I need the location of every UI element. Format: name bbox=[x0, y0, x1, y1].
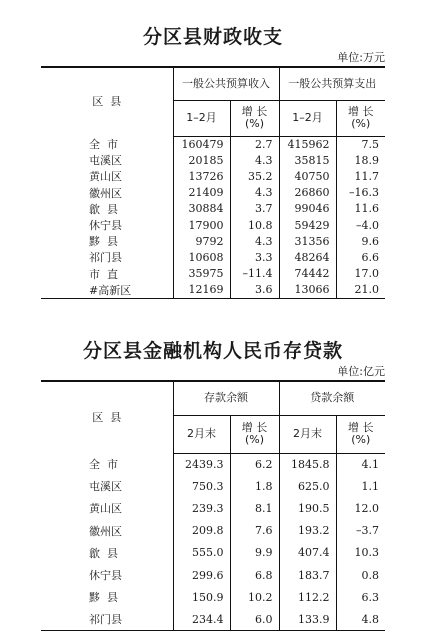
second-growth-cell: 6.3 bbox=[361, 590, 379, 604]
second-growth-cell: –3.7 bbox=[356, 524, 379, 538]
period-value-cell: 239.3 bbox=[173, 497, 230, 519]
region-name-cell: #高新区 bbox=[41, 282, 173, 299]
period-growth-cell: 7.6 bbox=[230, 520, 279, 542]
region-name-cell: 黄山区 bbox=[41, 168, 173, 184]
second-value-cell: 1845.8 bbox=[279, 453, 336, 475]
region-name-cell: 市 直 bbox=[41, 266, 173, 282]
second-growth-cell: –16.3 bbox=[349, 186, 379, 200]
period-growth-cell: 3.6 bbox=[230, 282, 279, 299]
finance-unit: 单位:亿元 bbox=[337, 365, 385, 378]
expenditure-period-header: 1–2月 bbox=[279, 100, 336, 136]
period-value-cell: 2439.3 bbox=[173, 453, 230, 475]
period-value-cell: 21409 bbox=[173, 185, 230, 201]
period-growth-cell: 1.8 bbox=[230, 475, 279, 497]
second-growth-cell: 18.9 bbox=[354, 153, 379, 167]
second-value-cell: 625.0 bbox=[279, 475, 336, 497]
second-growth-cell: 4.8 bbox=[336, 608, 385, 630]
second-growth-cell: 11.6 bbox=[354, 202, 379, 216]
table-row bbox=[41, 475, 385, 497]
period-growth-cell: 6.8 bbox=[230, 564, 279, 586]
table-row bbox=[41, 497, 385, 519]
second-growth-cell: 11.7 bbox=[354, 169, 379, 183]
period-growth-cell: 2.7 bbox=[230, 136, 279, 152]
region-name-cell: 全 市 bbox=[41, 136, 173, 152]
region-header: 区 县 bbox=[41, 67, 173, 136]
deposit-growth-header: 增 长 (%) bbox=[230, 415, 279, 453]
table-row bbox=[41, 266, 385, 282]
table-row bbox=[41, 282, 385, 299]
period-growth-cell: 10.2 bbox=[230, 586, 279, 608]
region-header: 区 县 bbox=[41, 381, 173, 453]
period-growth-cell: 9.9 bbox=[230, 542, 279, 564]
fiscal-unit: 单位:万元 bbox=[337, 51, 385, 64]
table-row bbox=[41, 152, 385, 168]
period-value-cell: 13726 bbox=[173, 168, 230, 184]
second-value-cell: 133.9 bbox=[279, 608, 336, 630]
table-row bbox=[41, 136, 385, 152]
second-value-cell: 13066 bbox=[279, 282, 336, 299]
period-value-cell: 299.6 bbox=[173, 564, 230, 586]
second-value-cell: 31356 bbox=[279, 233, 336, 249]
table-row bbox=[41, 520, 385, 542]
period-value-cell: 10608 bbox=[173, 249, 230, 265]
period-growth-cell: 4.3 bbox=[230, 185, 279, 201]
second-growth-cell: 4.1 bbox=[361, 457, 379, 471]
period-growth-cell: 10.8 bbox=[230, 217, 279, 233]
period-value-cell: 160479 bbox=[173, 136, 230, 152]
period-growth-cell: 35.2 bbox=[230, 168, 279, 184]
revenue-period-header: 1–2月 bbox=[173, 100, 230, 136]
second-value-cell: 99046 bbox=[279, 201, 336, 217]
period-value-cell: 35975 bbox=[173, 266, 230, 282]
period-value-cell: 9792 bbox=[173, 233, 230, 249]
second-value-cell: 59429 bbox=[279, 217, 336, 233]
period-value-cell: 234.4 bbox=[173, 608, 230, 630]
revenue-growth-header: 增 长 (%) bbox=[230, 100, 279, 136]
finance-table bbox=[41, 380, 385, 631]
second-value-cell: 48264 bbox=[279, 249, 336, 265]
region-name-cell: 黟 县 bbox=[41, 586, 173, 608]
period-value-cell: 150.9 bbox=[173, 586, 230, 608]
revenue-group-header: 一般公共预算收入 bbox=[173, 67, 279, 100]
table-row bbox=[41, 542, 385, 564]
second-growth-cell: 12.0 bbox=[354, 501, 379, 515]
loan-period-header: 2月末 bbox=[279, 415, 336, 453]
region-name-cell: 休宁县 bbox=[41, 564, 173, 586]
second-value-cell: 74442 bbox=[279, 266, 336, 282]
fiscal-table bbox=[41, 66, 385, 299]
period-growth-cell: 4.3 bbox=[230, 152, 279, 168]
period-growth-cell: –11.4 bbox=[230, 266, 279, 282]
second-growth-cell: 21.0 bbox=[336, 282, 385, 299]
region-name-cell: 屯溪区 bbox=[41, 475, 173, 497]
region-name-cell: 黟 县 bbox=[41, 233, 173, 249]
period-growth-cell: 3.7 bbox=[230, 201, 279, 217]
second-growth-cell: 6.6 bbox=[361, 250, 379, 264]
deposit-period-header: 2月末 bbox=[173, 415, 230, 453]
second-value-cell: 35815 bbox=[279, 152, 336, 168]
table-row bbox=[41, 168, 385, 184]
period-growth-cell: 6.0 bbox=[230, 608, 279, 630]
period-value-cell: 12169 bbox=[173, 282, 230, 299]
second-growth-cell: 1.1 bbox=[361, 479, 379, 493]
second-growth-cell: 9.6 bbox=[361, 234, 379, 248]
table-row bbox=[41, 185, 385, 201]
period-value-cell: 30884 bbox=[173, 201, 230, 217]
loan-group-header: 贷款余额 bbox=[279, 381, 385, 415]
table-row bbox=[41, 608, 385, 630]
second-value-cell: 26860 bbox=[279, 185, 336, 201]
finance-title: 分区县金融机构人民币存贷款 bbox=[82, 340, 343, 362]
region-name-cell: 祁门县 bbox=[41, 249, 173, 265]
table-row bbox=[41, 564, 385, 586]
second-growth-cell: 0.8 bbox=[361, 568, 379, 582]
period-value-cell: 17900 bbox=[173, 217, 230, 233]
period-value-cell: 20185 bbox=[173, 152, 230, 168]
fiscal-title: 分区县财政收支 bbox=[142, 26, 283, 48]
region-name-cell: 祁门县 bbox=[41, 608, 173, 630]
period-growth-cell: 8.1 bbox=[230, 497, 279, 519]
region-name-cell: 徽州区 bbox=[41, 185, 173, 201]
region-name-cell: 歙 县 bbox=[41, 201, 173, 217]
expenditure-growth-header: 增 长 (%) bbox=[336, 100, 385, 136]
region-name-cell: 休宁县 bbox=[41, 217, 173, 233]
second-value-cell: 415962 bbox=[279, 136, 336, 152]
table-row bbox=[41, 233, 385, 249]
second-value-cell: 112.2 bbox=[279, 586, 336, 608]
second-growth-cell: 17.0 bbox=[354, 267, 379, 281]
period-value-cell: 555.0 bbox=[173, 542, 230, 564]
period-growth-cell: 4.3 bbox=[230, 233, 279, 249]
second-growth-cell: 10.3 bbox=[354, 546, 379, 560]
table-row bbox=[41, 586, 385, 608]
period-growth-cell: 6.2 bbox=[230, 453, 279, 475]
table-row bbox=[41, 249, 385, 265]
region-name-cell: 全 市 bbox=[41, 453, 173, 475]
expenditure-group-header: 一般公共预算支出 bbox=[279, 67, 385, 100]
table-row bbox=[41, 201, 385, 217]
region-name-cell: 歙 县 bbox=[41, 542, 173, 564]
region-name-cell: 屯溪区 bbox=[41, 152, 173, 168]
second-value-cell: 193.2 bbox=[279, 520, 336, 542]
loan-growth-header: 增 长 (%) bbox=[336, 415, 385, 453]
deposit-group-header: 存款余额 bbox=[173, 381, 279, 415]
second-growth-cell: –4.0 bbox=[356, 218, 379, 232]
period-value-cell: 209.8 bbox=[173, 520, 230, 542]
table-row bbox=[41, 453, 385, 475]
second-value-cell: 407.4 bbox=[279, 542, 336, 564]
second-value-cell: 183.7 bbox=[279, 564, 336, 586]
second-growth-cell: 7.5 bbox=[361, 137, 379, 151]
region-name-cell: 徽州区 bbox=[41, 520, 173, 542]
region-name-cell: 黄山区 bbox=[41, 497, 173, 519]
table-row bbox=[41, 217, 385, 233]
period-growth-cell: 3.3 bbox=[230, 249, 279, 265]
second-value-cell: 190.5 bbox=[279, 497, 336, 519]
second-value-cell: 40750 bbox=[279, 168, 336, 184]
period-value-cell: 750.3 bbox=[173, 475, 230, 497]
